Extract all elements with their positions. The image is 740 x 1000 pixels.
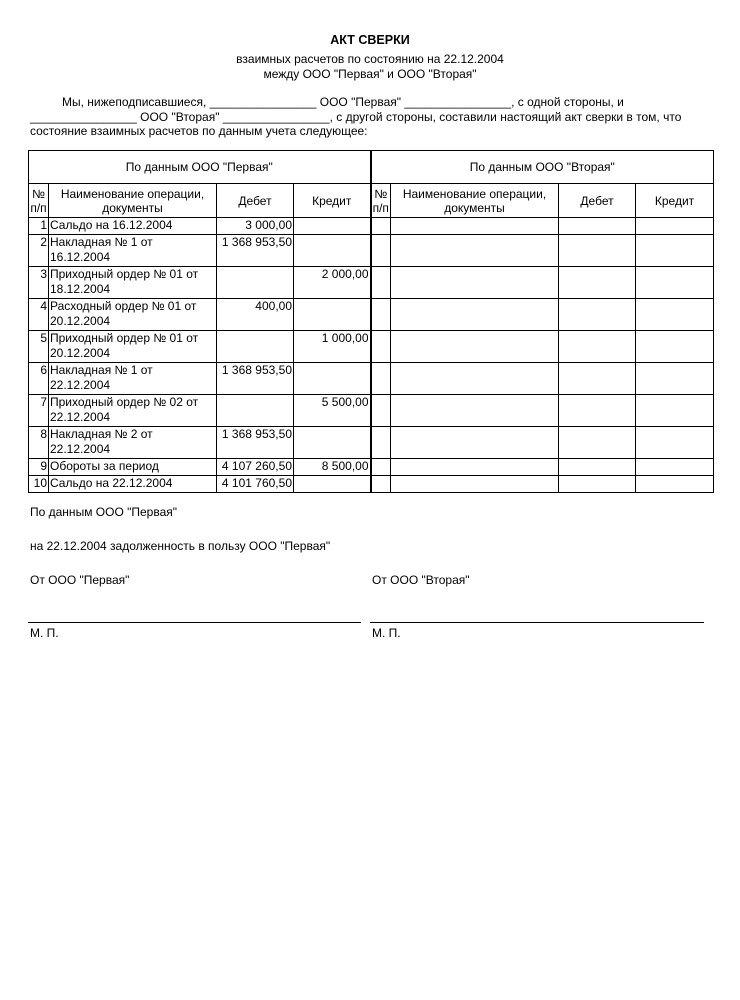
row-credit: 1 000,00 bbox=[294, 331, 371, 363]
stamp-place-second: М. П. bbox=[372, 626, 401, 640]
row-name: Приходный ордер № 01 от 20.12.2004 bbox=[49, 331, 217, 363]
table-row bbox=[29, 299, 714, 331]
group-left-header: По данным ООО "Первая" bbox=[29, 151, 371, 184]
row-num: 9 bbox=[29, 459, 49, 476]
row-debit-right bbox=[559, 299, 636, 331]
row-debit-right bbox=[559, 395, 636, 427]
col-num-left: № п/п bbox=[29, 184, 49, 218]
row-name-right bbox=[391, 218, 559, 235]
col-credit-left: Кредит bbox=[294, 184, 371, 218]
row-num: 7 bbox=[29, 395, 49, 427]
row-name-right bbox=[391, 331, 559, 363]
row-num-right bbox=[371, 218, 391, 235]
row-name: Накладная № 1 от 22.12.2004 bbox=[49, 363, 217, 395]
col-debit-left: Дебет bbox=[217, 184, 294, 218]
row-name-right bbox=[391, 363, 559, 395]
table-group-header bbox=[29, 151, 714, 184]
row-debit: 1 368 953,50 bbox=[217, 427, 294, 459]
row-debit-right bbox=[559, 427, 636, 459]
row-num-right bbox=[371, 476, 391, 493]
row-num: 4 bbox=[29, 299, 49, 331]
signature-line-first bbox=[28, 622, 361, 623]
row-debit-right bbox=[559, 476, 636, 493]
row-name: Приходный ордер № 02 от 22.12.2004 bbox=[49, 395, 217, 427]
row-debit-right bbox=[559, 235, 636, 267]
table-row bbox=[29, 395, 714, 427]
row-num-right bbox=[371, 459, 391, 476]
row-credit-right bbox=[636, 331, 714, 363]
col-name-right: Наименование операции, документы bbox=[391, 184, 559, 218]
footer-by-data: По данным ООО "Первая" bbox=[30, 505, 178, 519]
row-credit bbox=[294, 299, 371, 331]
row-name-right bbox=[391, 267, 559, 299]
row-num: 6 bbox=[29, 363, 49, 395]
table-row bbox=[29, 267, 714, 299]
col-name-left: Наименование операции, документы bbox=[49, 184, 217, 218]
row-credit bbox=[294, 235, 371, 267]
footer-debt-text: на 22.12.2004 задолженность в пользу ООО "Первая" bbox=[30, 539, 331, 553]
row-debit bbox=[217, 331, 294, 363]
row-name-right bbox=[391, 395, 559, 427]
row-debit bbox=[217, 395, 294, 427]
row-debit: 1 368 953,50 bbox=[217, 235, 294, 267]
row-name-right bbox=[391, 476, 559, 493]
row-num-right bbox=[371, 331, 391, 363]
subtitle-parties-line: между ООО "Первая" и ООО "Вторая" bbox=[263, 67, 477, 81]
row-credit bbox=[294, 476, 371, 493]
document-title: АКТ СВЕРКИ bbox=[330, 33, 410, 47]
row-num: 2 bbox=[29, 235, 49, 267]
group-right-header: По данным ООО "Вторая" bbox=[371, 151, 714, 184]
row-credit bbox=[294, 218, 371, 235]
row-debit-right bbox=[559, 218, 636, 235]
table-row bbox=[29, 476, 714, 493]
row-debit-right bbox=[559, 267, 636, 299]
subtitle-date-line: взаимных расчетов по состоянию на 22.12.2004 bbox=[236, 52, 504, 66]
row-debit-right bbox=[559, 459, 636, 476]
row-credit-right bbox=[636, 476, 714, 493]
signature-label-second: От ООО "Вторая" bbox=[372, 573, 470, 587]
row-debit-right bbox=[559, 363, 636, 395]
row-name-right bbox=[391, 427, 559, 459]
row-credit bbox=[294, 427, 371, 459]
row-num-right bbox=[371, 299, 391, 331]
table-row bbox=[29, 363, 714, 395]
row-num-right bbox=[371, 363, 391, 395]
row-debit: 4 101 760,50 bbox=[217, 476, 294, 493]
row-num-right bbox=[371, 267, 391, 299]
row-num: 10 bbox=[29, 476, 49, 493]
row-credit: 5 500,00 bbox=[294, 395, 371, 427]
signature-line-second bbox=[370, 622, 704, 623]
row-name: Сальдо на 22.12.2004 bbox=[49, 476, 217, 493]
row-name-right bbox=[391, 299, 559, 331]
row-credit-right bbox=[636, 459, 714, 476]
stamp-place-first: М. П. bbox=[30, 626, 59, 640]
table-row bbox=[29, 331, 714, 363]
row-name: Накладная № 1 от 16.12.2004 bbox=[49, 235, 217, 267]
row-credit-right bbox=[636, 267, 714, 299]
row-debit bbox=[217, 267, 294, 299]
row-num: 8 bbox=[29, 427, 49, 459]
table-row bbox=[29, 218, 714, 235]
table-row bbox=[29, 459, 714, 476]
row-credit-right bbox=[636, 235, 714, 267]
col-debit-right: Дебет bbox=[559, 184, 636, 218]
row-debit: 4 107 260,50 bbox=[217, 459, 294, 476]
row-credit: 2 000,00 bbox=[294, 267, 371, 299]
row-debit-right bbox=[559, 331, 636, 363]
row-num: 1 bbox=[29, 218, 49, 235]
row-debit: 400,00 bbox=[217, 299, 294, 331]
row-debit: 3 000,00 bbox=[217, 218, 294, 235]
row-name: Обороты за период bbox=[49, 459, 217, 476]
row-name-right bbox=[391, 235, 559, 267]
table-column-header bbox=[29, 184, 714, 218]
row-name-right bbox=[391, 459, 559, 476]
row-num-right bbox=[371, 235, 391, 267]
table-row bbox=[29, 427, 714, 459]
table-row bbox=[29, 235, 714, 267]
row-credit-right bbox=[636, 218, 714, 235]
row-credit bbox=[294, 363, 371, 395]
reconciliation-table bbox=[28, 150, 714, 493]
row-credit-right bbox=[636, 363, 714, 395]
row-name: Приходный ордер № 01 от 18.12.2004 bbox=[49, 267, 217, 299]
row-credit: 8 500,00 bbox=[294, 459, 371, 476]
row-num: 5 bbox=[29, 331, 49, 363]
row-credit-right bbox=[636, 395, 714, 427]
row-debit: 1 368 953,50 bbox=[217, 363, 294, 395]
intro-paragraph: Мы, нижеподписавшиеся, ________________ ООО "Первая" ________________, с одной стороны, и ________________ ООО "Вторая" ________________, с другой стороны, составили настоящий акт сверки в том, что состояние взаимных расчетов по данным учета следующее: bbox=[30, 95, 682, 138]
row-num-right bbox=[371, 395, 391, 427]
col-num-right: № п/п bbox=[371, 184, 391, 218]
row-credit-right bbox=[636, 299, 714, 331]
row-num-right bbox=[371, 427, 391, 459]
document-subtitle bbox=[0, 52, 740, 82]
row-name: Сальдо на 16.12.2004 bbox=[49, 218, 217, 235]
row-name: Накладная № 2 от 22.12.2004 bbox=[49, 427, 217, 459]
signature-label-first: От ООО "Первая" bbox=[30, 573, 130, 587]
row-credit-right bbox=[636, 427, 714, 459]
col-credit-right: Кредит bbox=[636, 184, 714, 218]
row-num: 3 bbox=[29, 267, 49, 299]
row-name: Расходный ордер № 01 от 20.12.2004 bbox=[49, 299, 217, 331]
